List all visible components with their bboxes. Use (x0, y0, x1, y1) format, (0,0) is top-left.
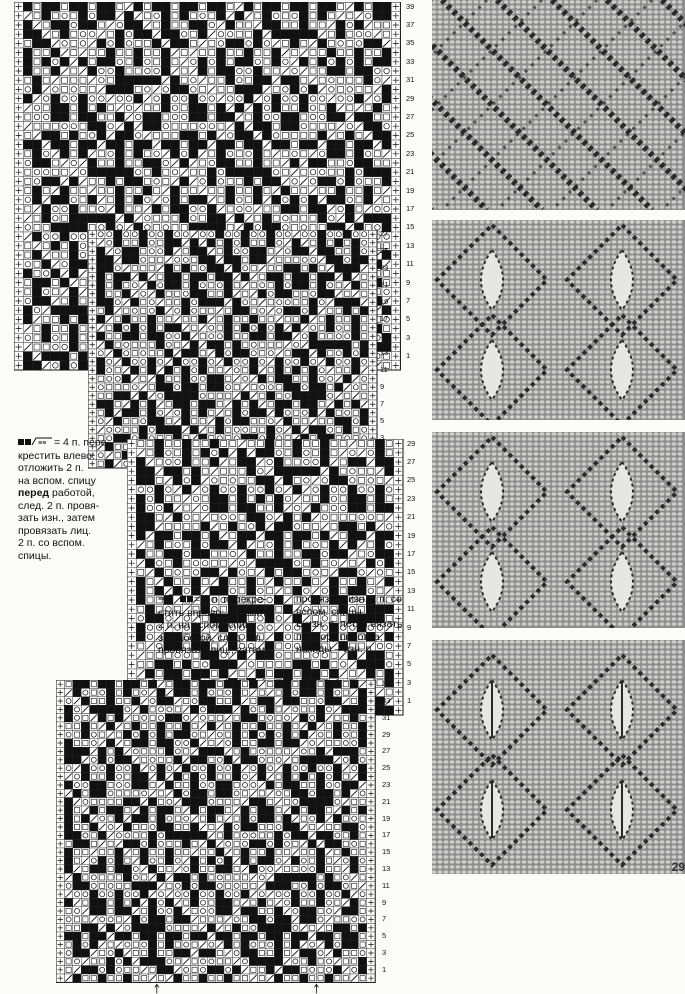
row-number: 7 (406, 296, 411, 305)
legend-text: В изн. р. петли вязать (296, 618, 403, 630)
page-number: 29 (671, 860, 685, 874)
row-number: 25 (382, 763, 391, 773)
row-number: 5 (382, 931, 387, 941)
row-number: 27 (407, 457, 416, 466)
row-number: 15 (406, 222, 415, 232)
row-number: 9 (407, 622, 412, 632)
cross-right-legend (158, 593, 298, 657)
row-number: 15 (382, 847, 391, 857)
row-number: 27 (380, 229, 389, 239)
row-number: 11 (406, 259, 414, 269)
row-number: 11 (407, 604, 415, 614)
row-number: 13 (380, 348, 389, 358)
legend-text: след. 2 п. провя- (18, 499, 100, 512)
row-number: 5 (380, 416, 385, 426)
legend-text: провязать изн. 2 п. со (296, 593, 402, 605)
row-number: 15 (407, 567, 416, 577)
row-number: 19 (406, 185, 415, 195)
row-number: 19 (380, 297, 389, 307)
row-number: 1 (406, 351, 411, 361)
legend-text: накиды – изн. п. (296, 643, 375, 655)
row-number: 11 (380, 365, 388, 375)
legend-text: 2 п. со вспом. (18, 537, 85, 549)
row-numbers (382, 680, 402, 982)
knit-sample-photo-3 (432, 432, 685, 628)
row-number: 23 (380, 263, 389, 273)
row-number: 25 (407, 475, 416, 485)
legend-text: вспом. спицы. (296, 605, 365, 618)
legend-text: 2 п. на вспом. спицу (158, 619, 257, 631)
repeat-arrow-icon (314, 984, 318, 993)
legend-text: спицы. (18, 549, 52, 562)
row-number: 21 (406, 167, 415, 177)
row-numbers (380, 230, 400, 468)
row-number: 33 (406, 56, 415, 66)
row-number: 3 (407, 677, 412, 687)
row-number: 27 (406, 112, 415, 121)
legend-text: работой, (49, 487, 95, 499)
legend-bold: за (158, 631, 169, 644)
row-number: 29 (406, 93, 415, 103)
row-number: 23 (382, 780, 391, 789)
legend-text: = 4 п. пере- (54, 436, 111, 449)
chart-grid (56, 680, 375, 982)
legend-text: провязать лиц., затем (158, 644, 266, 656)
row-number: 39 (406, 1, 415, 11)
row-number: 25 (406, 130, 415, 140)
legend-text: зать изн., затем (18, 512, 96, 524)
legend-text: = 4 п. перекре- (194, 593, 267, 606)
row-number: 19 (407, 530, 416, 540)
legend-text: провязать лиц. (18, 524, 92, 537)
cross-right-symbol-icon (158, 593, 194, 607)
row-number: 7 (382, 914, 387, 924)
row-number: 13 (407, 585, 416, 595)
row-number: 23 (406, 148, 415, 158)
row-number: 25 (380, 246, 389, 256)
row-number: 19 (382, 813, 391, 823)
row-number: 5 (407, 659, 412, 669)
row-number: 1 (407, 696, 412, 706)
row-number: 7 (380, 399, 385, 409)
row-number: 15 (380, 331, 389, 341)
row-number: 9 (382, 897, 387, 907)
row-number: 37 (406, 20, 415, 29)
row-number: 27 (382, 746, 391, 756)
row-number: 17 (407, 549, 416, 558)
repeat-arrow-icon (155, 984, 159, 993)
row-number: 1 (382, 964, 387, 974)
row-number: 9 (406, 277, 411, 287)
row-number: 21 (407, 512, 416, 522)
row-number: 3 (406, 332, 411, 342)
cross-left-legend (18, 436, 128, 562)
row-number: 11 (382, 880, 390, 890)
legend-bold: перед (18, 487, 50, 499)
row-number: 23 (407, 493, 416, 503)
row-number: 3 (382, 948, 387, 957)
row-number: 31 (382, 712, 391, 722)
knit-sample-photo-4 (432, 640, 685, 874)
row-number: 29 (407, 438, 416, 448)
row-number: 35 (382, 679, 391, 689)
row-numbers (407, 439, 427, 715)
legend-text: на вспом. спицу (18, 474, 96, 487)
row-number: 31 (406, 75, 415, 85)
legend-text: по узору полотна, (296, 630, 383, 643)
legend-text: стить вправо: отложить (158, 606, 273, 619)
row-number: 3 (380, 433, 385, 443)
row-number: 17 (406, 204, 415, 213)
row-number: 5 (406, 314, 411, 324)
cross-left-symbol-icon (18, 436, 54, 450)
row-number: 17 (382, 830, 391, 840)
knit-sample-photo-2 (432, 220, 685, 420)
row-number: 29 (382, 729, 391, 739)
legend-text: работой, след. 2 п. (168, 631, 264, 644)
row-number: 21 (380, 280, 389, 290)
row-number: 33 (382, 696, 391, 705)
row-number: 17 (380, 314, 389, 324)
row-number: 13 (406, 240, 415, 250)
legend-text: отложить 2 п. (18, 462, 84, 474)
chart-grid (88, 230, 377, 468)
row-number: 9 (380, 382, 385, 392)
knitting-chart-4 (56, 679, 391, 994)
row-number: 7 (407, 641, 412, 650)
legend-text: крестить влево: (18, 449, 95, 462)
row-number: 13 (382, 864, 391, 873)
knit-sample-photo-1 (432, 0, 685, 210)
row-number: 35 (406, 38, 415, 48)
purl-rows-note (296, 593, 428, 656)
row-number: 21 (382, 796, 391, 806)
row-numbers (406, 2, 426, 370)
